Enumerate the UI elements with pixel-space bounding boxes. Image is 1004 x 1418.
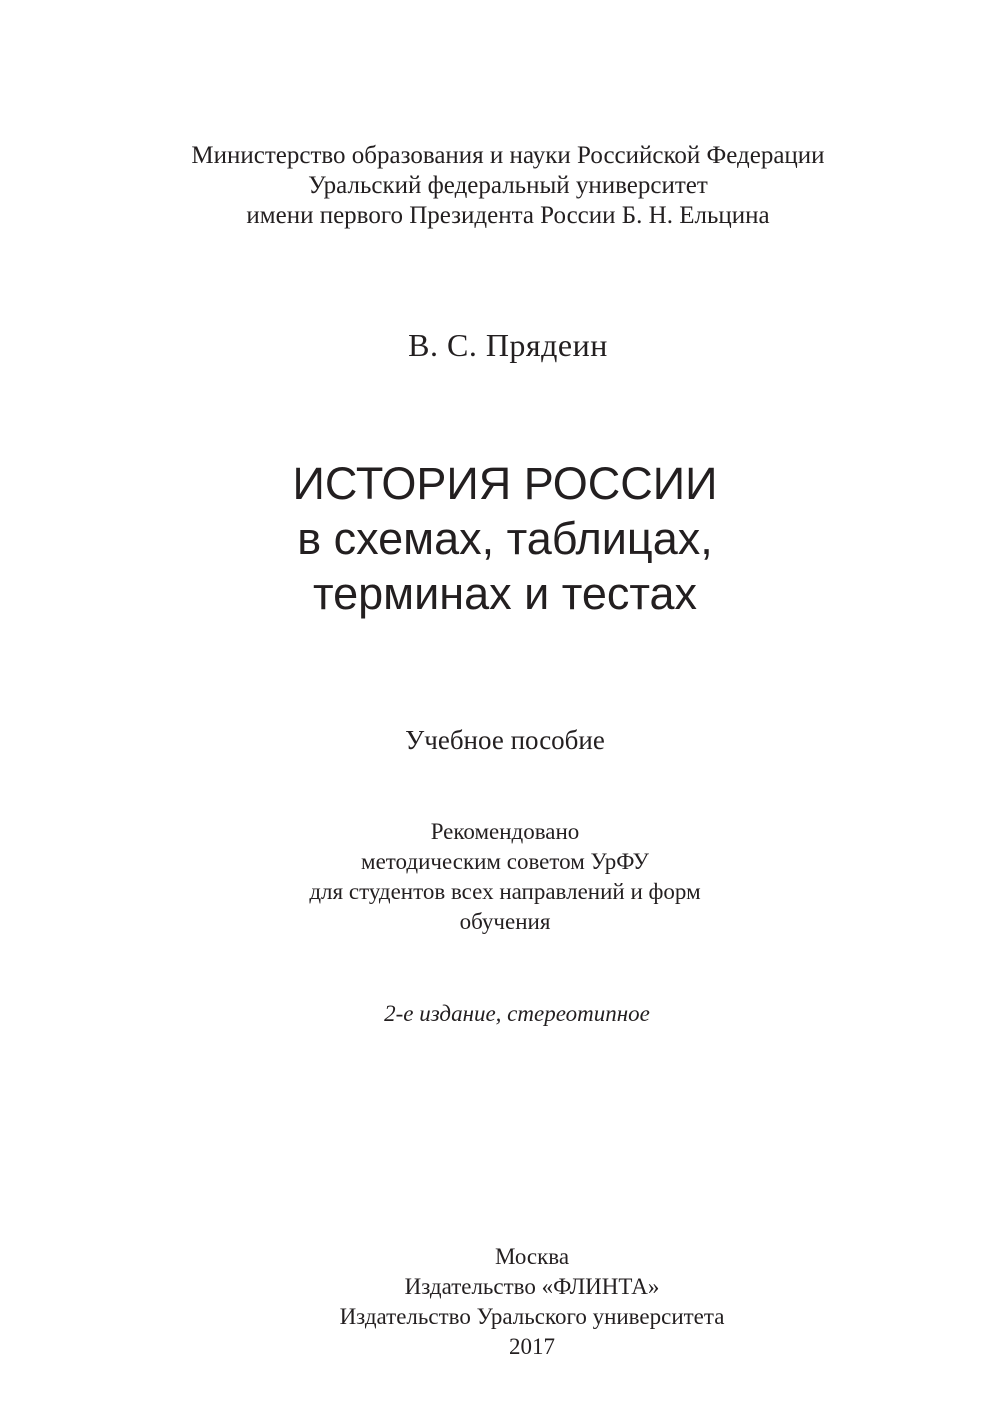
recommendation-line: Рекомендовано (430, 819, 580, 844)
author-name: В. С. Прядеин (408, 327, 608, 363)
document-type: Учебное пособие (405, 725, 605, 755)
publisher-name: Издательство Уральского университета (339, 1304, 725, 1329)
book-title (3, 456, 1004, 621)
ministry-line: Министерство образования и науки Российской Федерации (191, 142, 825, 169)
recommendation-line: методическим советом УрФУ (361, 849, 649, 874)
publisher-imprint (30, 1242, 1004, 1362)
recommendation-line: обучения (459, 909, 551, 934)
university-line: Уральский федеральный университет (308, 172, 708, 199)
publisher-name: Издательство «ФЛИНТА» (404, 1274, 660, 1299)
publisher-city: Москва (494, 1244, 570, 1269)
recommendation-note (3, 817, 1004, 937)
title-line: ИСТОРИЯ РОССИИ (292, 458, 718, 509)
recommendation-line: для студентов всех направлений и форм (309, 879, 701, 904)
title-line: в схемах, таблицах, (297, 513, 713, 564)
publication-year: 2017 (509, 1334, 555, 1359)
institution-header (6, 141, 1004, 231)
title-line: терминах и тестах (312, 568, 698, 619)
university-namesake-line: имени первого Президента России Б. Н. Ельцина (246, 202, 770, 229)
edition-note: 2-е издание, стереотипное (384, 1001, 650, 1026)
